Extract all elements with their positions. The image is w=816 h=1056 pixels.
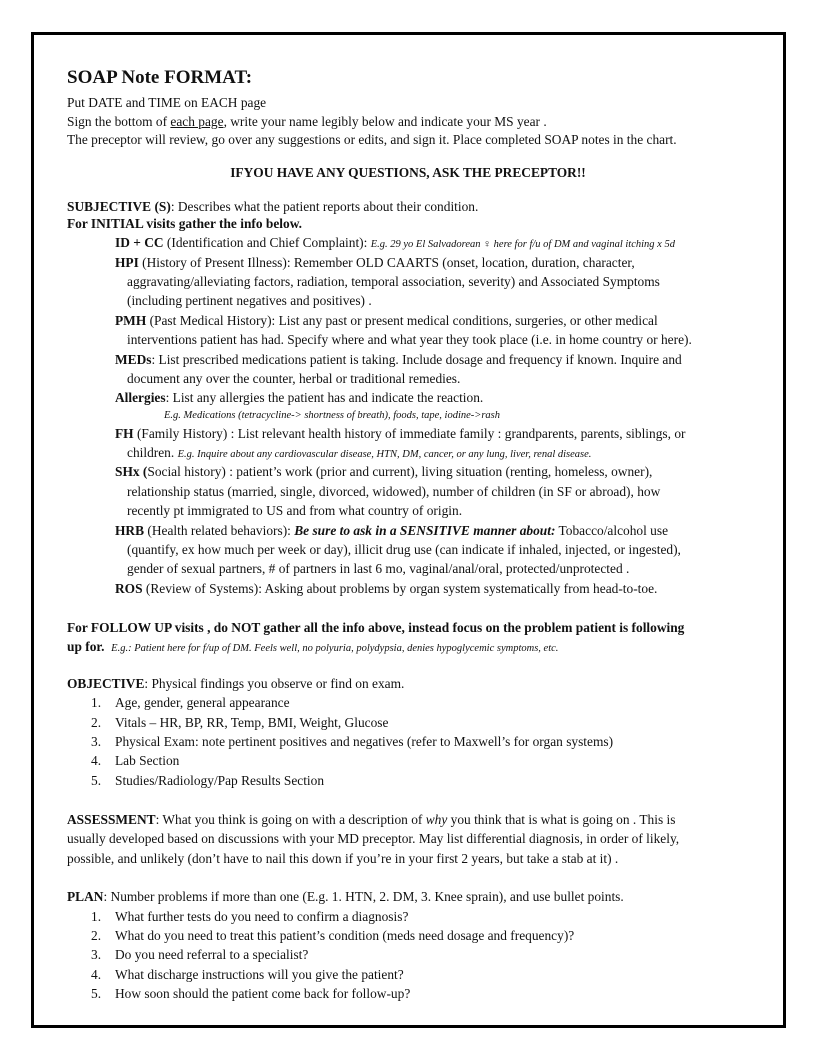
hpi-item: HPI (History of Present Illness): Remember OLD CAARTS (onset, location, duration, character, <box>115 255 635 270</box>
shx-item-line-2: relationship status (married, single, divorced, widowed), number of children (in SF or abroad), how <box>127 484 661 499</box>
intro-line-2: Sign the bottom of each page, write your name legibly below and indicate your MS year . <box>67 114 547 129</box>
objective-item: 2. Vitals – HR, BP, RR, Temp, BMI, Weight, Glucose <box>91 715 389 730</box>
hpi-item-line-3: (including pertinent negatives and positives) . <box>127 293 372 308</box>
hrb-item: HRB (Health related behaviors): Be sure to ask in a SENSITIVE manner about: Tobacco/alcohol use <box>115 523 669 538</box>
objective-heading: OBJECTIVE: Physical findings you observe or find on exam. <box>67 676 405 691</box>
plan-heading: PLAN: Number problems if more than one (E.g. 1. HTN, 2. DM, 3. Knee sprain), and use bullet points. <box>67 889 624 904</box>
assessment-heading: ASSESSMENT: What you think is going on with a description of why you think that is what is going on . This is <box>67 812 676 827</box>
plan-item: 4. What discharge instructions will you give the patient? <box>91 967 404 982</box>
objective-item: 4. Lab Section <box>91 753 180 768</box>
assessment-line-2: usually developed based on discussions with your MD preceptor. May list differential diagnosis, in order of likely, <box>67 831 680 846</box>
hrb-item-line-2: (quantify, ex how much per week or day), illicit drug use (can indicate if inhaled, injected, or ingested), <box>127 542 681 557</box>
shx-item: SHx (Social history) : patient’s work (prior and current), living situation (renting, homeless, owner), <box>115 464 653 479</box>
intro-line-1: Put DATE and TIME on EACH page <box>67 95 267 110</box>
ros-item: ROS (Review of Systems): Asking about problems by organ system systematically from head-to-toe. <box>115 581 658 596</box>
pmh-item-line-2: interventions patient has had. Specify where and what year they took place (i.e. in home country or here). <box>127 332 692 347</box>
hrb-item-line-3: gender of sexual partners, # of partners in last 6 mo, vaginal/anal/oral, protected/unprotected . <box>127 561 630 576</box>
fh-item-line-2: children. E.g. Inquire about any cardiovascular disease, HTN, DM, cancer, or any lung, liver, renal disease. <box>127 445 592 460</box>
meds-item: MEDs: List prescribed medications patient is taking. Include dosage and frequency if known. Inquire and <box>115 352 682 367</box>
assessment-line-3: possible, and unlikely (don’t have to nail this down if you’re in your first 2 years, but take a stab at it) . <box>67 851 619 866</box>
initial-visits-heading: For INITIAL visits gather the info below. <box>67 216 302 231</box>
objective-item: 3. Physical Exam: note pertinent positives and negatives (refer to Maxwell’s for organ systems) <box>91 734 614 749</box>
plan-item: 3. Do you need referral to a specialist? <box>91 947 309 962</box>
plan-item: 1. What further tests do you need to confirm a diagnosis? <box>91 909 409 924</box>
plan-item: 5. How soon should the patient come back for follow-up? <box>91 986 411 1001</box>
allergies-item: Allergies: List any allergies the patient has and indicate the reaction. <box>115 390 484 405</box>
document-title: SOAP Note FORMAT: <box>67 67 253 88</box>
preceptor-notice: IFYOU HAVE ANY QUESTIONS, ASK THE PRECEPTOR!! <box>230 165 586 180</box>
objective-item: 1. Age, gender, general appearance <box>91 695 290 710</box>
followup-line-2: up for. E.g.: Patient here for f/up of DM. Feels well, no polyuria, polydypsia, denies hypoglycemic symptoms, etc. <box>67 639 559 654</box>
pmh-item: PMH (Past Medical History): List any past or present medical conditions, surgeries, or other medical <box>115 313 658 328</box>
followup-heading: For FOLLOW UP visits , do NOT gather all the info above, instead focus on the problem patient is following <box>67 620 685 635</box>
subjective-heading: SUBJECTIVE (S): Describes what the patient reports about their condition. <box>67 199 479 214</box>
objective-item: 5. Studies/Radiology/Pap Results Section <box>91 773 325 788</box>
id-cc-item: ID + CC (Identification and Chief Complaint): E.g. 29 yo El Salvadorean ♀ here for f/u of DM and vaginal itching x 5d <box>115 235 675 250</box>
fh-item: FH (Family History) : List relevant health history of immediate family : grandparents, parents, siblings, or <box>115 426 686 441</box>
plan-item: 2. What do you need to treat this patient’s condition (meds need dosage and frequency)? <box>91 928 575 943</box>
shx-item-line-3: recently pt immigrated to US and from what country of origin. <box>127 503 463 518</box>
intro-line-3: The preceptor will review, go over any suggestions or edits, and sign it. Place completed SOAP notes in the chart. <box>67 132 677 147</box>
hpi-item-line-2: aggravating/alleviating factors, radiation, temporal association, severity) and Associated Symptoms <box>127 274 660 289</box>
allergies-example: E.g. Medications (tetracycline-> shortness of breath), foods, tape, iodine->rash <box>164 410 501 421</box>
meds-item-line-2: document any over the counter, herbal or traditional remedies. <box>127 371 461 386</box>
